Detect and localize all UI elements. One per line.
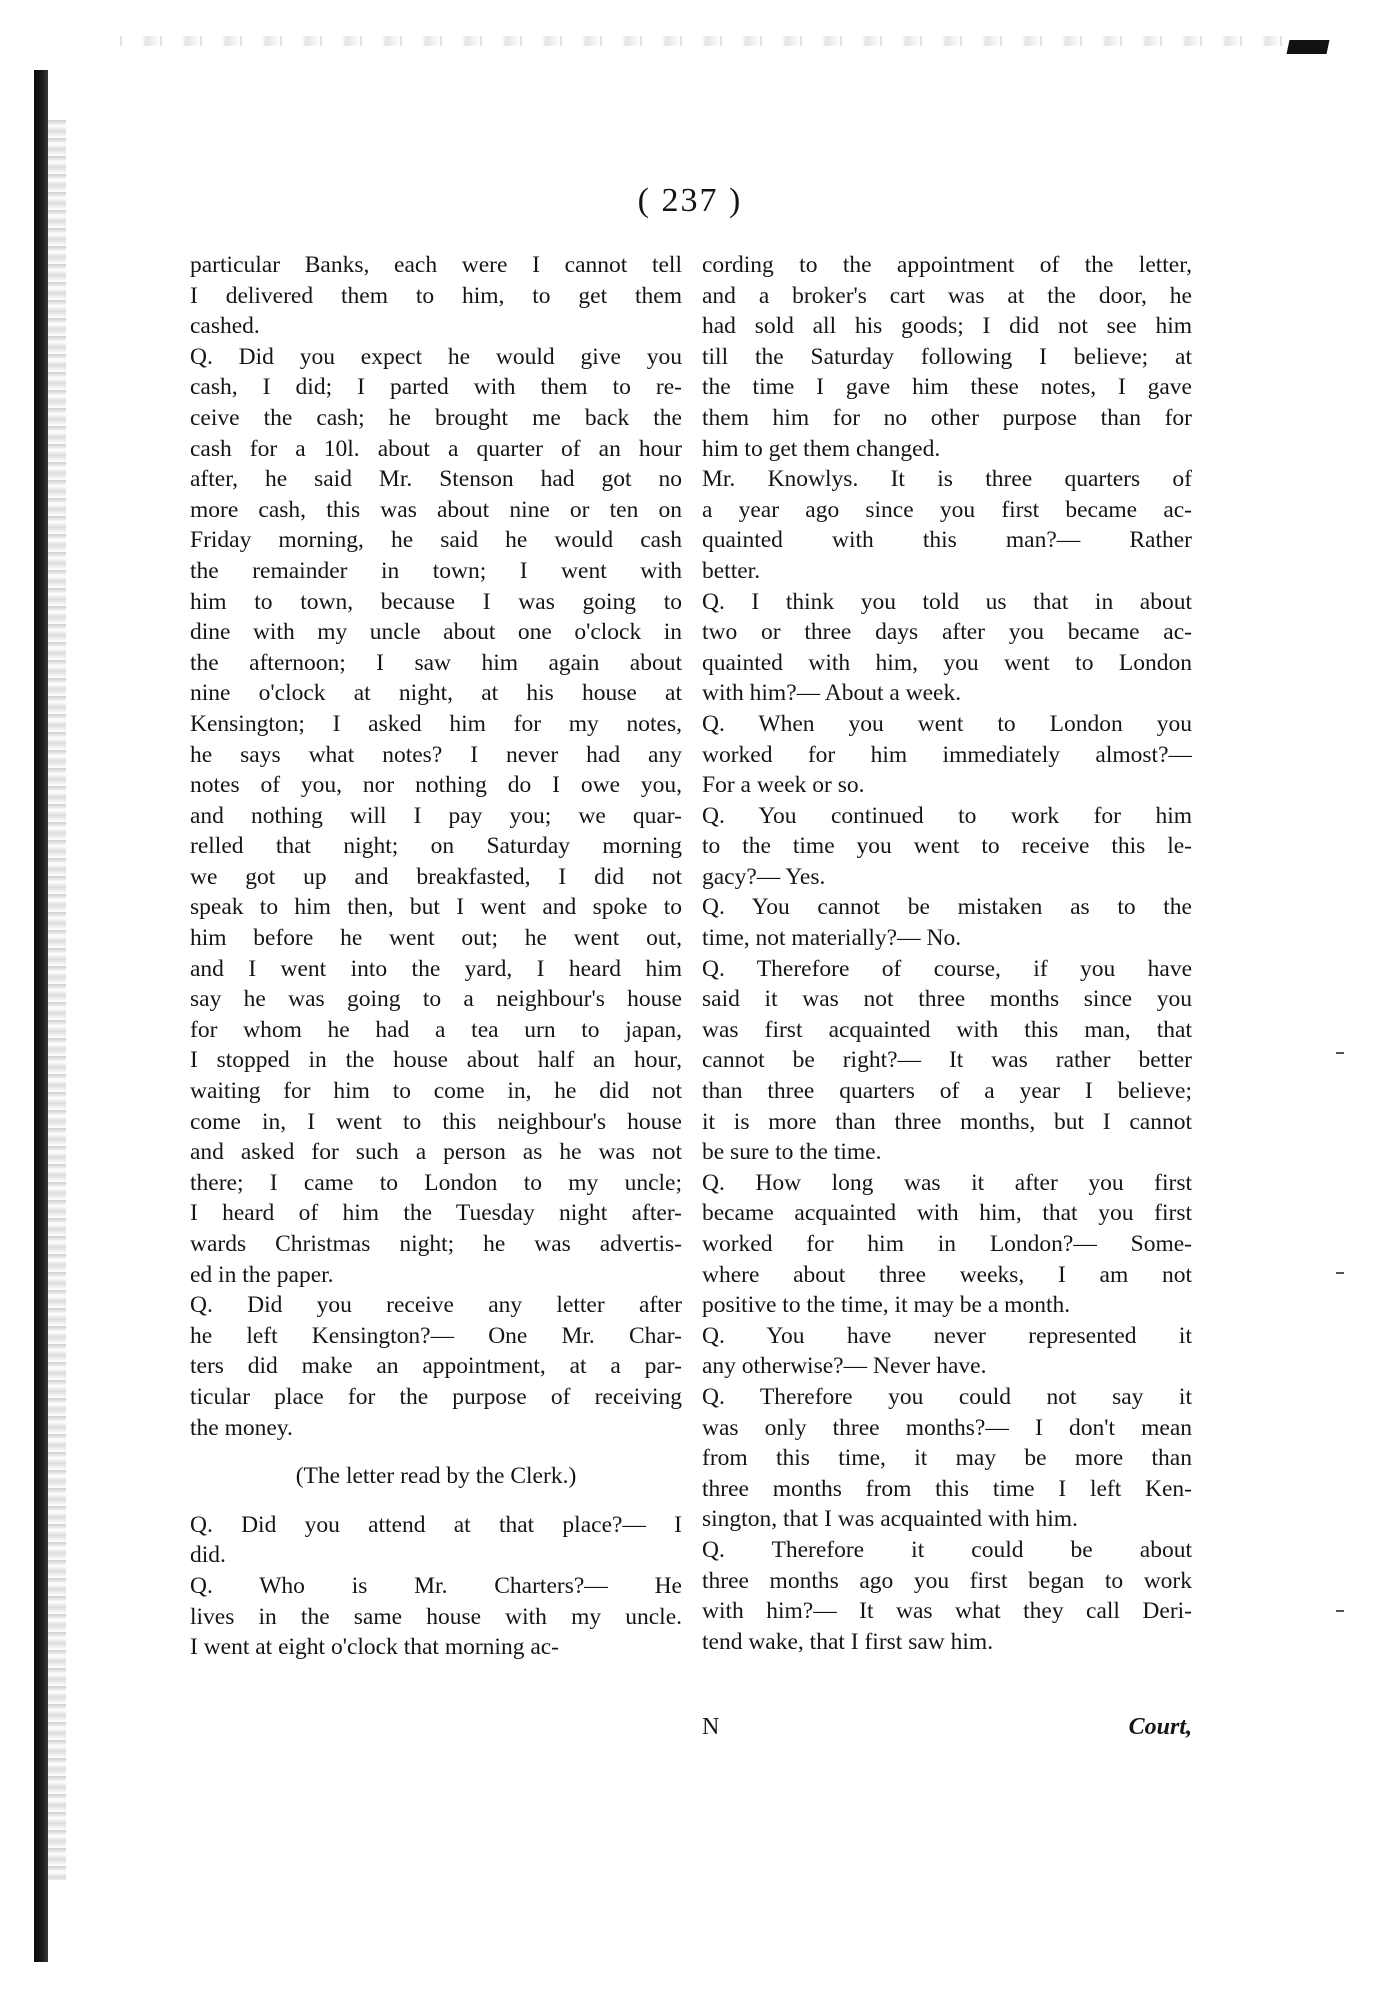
text-line: ed in the paper. [190, 1261, 334, 1288]
catchword: Court, [1128, 1714, 1192, 1740]
text-line: Q. Therefore of course, if you have [702, 955, 1192, 982]
text-line: Q. Did you receive any letter after [190, 1292, 682, 1319]
text-line: after, he said Mr. Stenson had got no [190, 466, 682, 493]
text-line: till the Saturday following I believe; at [702, 343, 1192, 370]
page-footer [702, 1714, 1192, 1748]
text-line: to the time you went to receive this le- [702, 833, 1192, 860]
text-line: Q. Did you attend at that place?— I [190, 1511, 682, 1538]
text-line: I delivered them to him, to get them [190, 282, 682, 309]
text-line [190, 1492, 682, 1510]
text-line: cash for a 10l. about a quarter of an hour [190, 435, 682, 462]
text-line: Q. I think you told us that in about [702, 588, 1192, 615]
text-line: and nothing will I pay you; we quar- [190, 802, 682, 829]
text-line: a year ago since you first became ac- [702, 496, 1192, 523]
text-line: positive to the time, it may be a month. [702, 1292, 1071, 1319]
text-line: from this time, it may be more than [702, 1445, 1192, 1472]
text-line: relled that night; on Saturday morning [190, 833, 682, 860]
text-line: I went at eight o'clock that morning ac- [190, 1634, 560, 1661]
signature-mark: N [702, 1714, 720, 1740]
text-line: I heard of him the Tuesday night after- [190, 1200, 682, 1227]
text-line: Q. Did you expect he would give you [190, 343, 682, 370]
text-line: cording to the appointment of the letter, [702, 252, 1192, 278]
text-line: Q. You have never represented it [702, 1322, 1192, 1349]
text-line: them him for no other purpose than for [702, 404, 1192, 431]
text-line: Q. Therefore it could be about [702, 1536, 1192, 1563]
text-line: notes of you, nor nothing do I owe you, [190, 772, 682, 799]
text-line: three months from this time I left Ken- [702, 1475, 1192, 1502]
text-line: come in, I went to this neighbour's house [190, 1108, 682, 1135]
text-line: and I went into the yard, I heard him [190, 955, 682, 982]
text-line: Q. How long was it after you first [702, 1169, 1192, 1196]
text-line: for whom he had a tea urn to japan, [190, 1016, 682, 1043]
text-line: particular Banks, each were I cannot tell [190, 252, 682, 278]
text-line: Friday morning, he said he would cash [190, 527, 682, 554]
text-line: Q. You continued to work for him [702, 802, 1192, 829]
text-line: was first acquainted with this man, that [702, 1016, 1192, 1043]
text-line: Q. Who is Mr. Charters?— He [190, 1572, 682, 1599]
text-line: Kensington; I asked him for my notes, [190, 710, 682, 737]
text-line: Q. You cannot be mistaken as to the [702, 894, 1192, 921]
left-column [190, 250, 682, 1663]
text-line: quainted with him, you went to London [702, 649, 1192, 676]
text-line: any otherwise?— Never have. [702, 1353, 987, 1380]
text-line: worked for him in London?— Some- [702, 1231, 1192, 1257]
corner-ink-mark [1287, 40, 1330, 54]
text-line: was only three months?— I don't mean [702, 1414, 1192, 1441]
text-line: the afternoon; I saw him again about [190, 649, 682, 676]
text-line: than three quarters of a year I believe; [702, 1078, 1192, 1105]
text-line: Q. Therefore you could not say it [702, 1383, 1192, 1410]
text-line: better. [702, 557, 761, 584]
margin-tick [1336, 1272, 1344, 1274]
text-line: cannot be right?— It was rather better [702, 1047, 1192, 1074]
text-line: with him?— It was what they call Deri- [702, 1598, 1192, 1625]
text-line: three months ago you first began to work [702, 1567, 1192, 1594]
text-line: it is more than three months, but I cannot [702, 1108, 1192, 1135]
text-line: tend wake, that I first saw him. [702, 1628, 994, 1655]
text-line: became acquainted with him, that you first [702, 1200, 1192, 1227]
text-line: the money. [190, 1414, 293, 1441]
text-line: two or three days after you became ac- [702, 619, 1192, 646]
right-column [702, 250, 1192, 1657]
text-line: where about three weeks, I am not [702, 1261, 1192, 1288]
margin-tick [1336, 1052, 1344, 1054]
text-line: say he was going to a neighbour's house [190, 986, 682, 1013]
text-line: gacy?— Yes. [702, 863, 826, 890]
text-line: be sure to the time. [702, 1139, 882, 1166]
text-line: ticular place for the purpose of receiving [190, 1383, 682, 1410]
text-line: lives in the same house with my uncle. [190, 1603, 682, 1630]
text-line: wards Christmas night; he was advertis- [190, 1231, 682, 1257]
text-line: Mr. Knowlys. It is three quarters of [702, 466, 1192, 493]
text-line: did. [190, 1542, 226, 1569]
text-line: him to get them changed. [702, 435, 941, 462]
text-line: speak to him then, but I went and spoke to [190, 894, 682, 921]
text-line: ceive the cash; he brought me back the [190, 404, 682, 431]
text-line: more cash, this was about nine or ten on [190, 496, 682, 523]
text-line: and asked for such a person as he was not [190, 1139, 682, 1166]
text-line: nine o'clock at night, at his house at [190, 680, 682, 707]
text-line: the time I gave him these notes, I gave [702, 374, 1192, 401]
text-line: and a broker's cart was at the door, he [702, 282, 1192, 309]
binding-shadow [34, 70, 48, 1962]
text-line: the remainder in town; I went with [190, 557, 682, 584]
text-line: with him?— About a week. [702, 680, 962, 707]
text-line: he says what notes? I never had any [190, 741, 682, 768]
text-line: waiting for him to come in, he did not [190, 1078, 682, 1105]
text-line: had sold all his goods; I did not see him [702, 313, 1192, 340]
text-line: him before he went out; he went out, [190, 925, 682, 952]
text-line: ters did make an appointment, at a par- [190, 1353, 682, 1380]
page-number: ( 237 ) [637, 182, 743, 219]
scan-noise-top [120, 36, 1300, 46]
text-line [190, 1443, 682, 1461]
text-line: (The letter read by the Clerk.) [295, 1463, 577, 1490]
text-line: worked for him immediately almost?— [702, 741, 1192, 768]
text-line: dine with my uncle about one o'clock in [190, 619, 682, 646]
margin-tick [1336, 1610, 1344, 1612]
text-line: time, not materially?— No. [702, 925, 962, 952]
text-line: cashed. [190, 313, 260, 340]
binding-speckle [48, 120, 66, 1880]
text-line: he left Kensington?— One Mr. Char- [190, 1322, 682, 1349]
text-line: Q. When you went to London you [702, 710, 1192, 737]
text-line: we got up and breakfasted, I did not [190, 863, 682, 890]
text-line: quainted with this man?— Rather [702, 527, 1192, 554]
text-line: For a week or so. [702, 772, 865, 799]
text-line: cash, I did; I parted with them to re- [190, 374, 682, 401]
text-line: him to town, because I was going to [190, 588, 682, 615]
text-line: sington, that I was acquainted with him. [702, 1506, 1078, 1533]
text-line: there; I came to London to my uncle; [190, 1169, 682, 1196]
text-line: said it was not three months since you [702, 986, 1192, 1013]
text-line: I stopped in the house about half an hour, [190, 1047, 682, 1074]
